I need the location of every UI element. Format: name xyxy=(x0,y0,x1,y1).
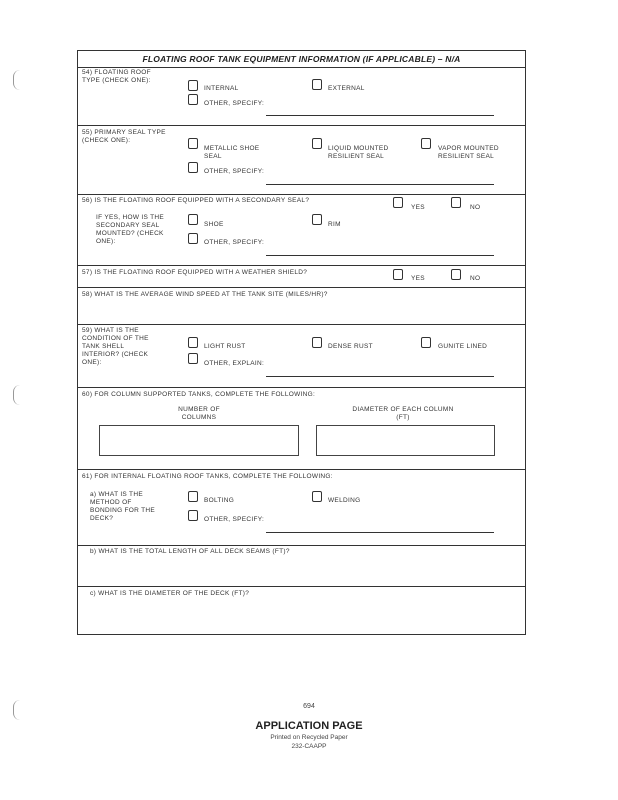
row-divider xyxy=(78,469,525,470)
row-divider xyxy=(78,287,525,288)
row-divider xyxy=(78,324,525,325)
q61b-label: b) WHAT IS THE TOTAL LENGTH OF ALL DECK SEAMS (FT)? xyxy=(90,548,290,555)
q61a-other-checkbox[interactable] xyxy=(188,510,198,521)
q59-label: 59) WHAT IS THE CONDITION OF THE TANK SHELL INTERIOR? (CHECK ONE): xyxy=(82,327,149,366)
form-id: 232-CAAPP xyxy=(291,743,327,750)
q55-liquid-label: LIQUID MOUNTED RESILIENT SEAL xyxy=(328,145,389,160)
q57-label: 57) IS THE FLOATING ROOF EQUIPPED WITH A WEATHER SHIELD? xyxy=(82,269,308,276)
q56-shoe-label: SHOE xyxy=(204,221,224,228)
q56-rim-checkbox[interactable] xyxy=(312,214,322,225)
row-divider xyxy=(78,125,525,126)
q55-other-label: OTHER, SPECIFY: xyxy=(204,168,265,175)
q61a-label: a) WHAT IS THE METHOD OF BONDING FOR THE DECK? xyxy=(90,491,156,522)
q61-label: 61) FOR INTERNAL FLOATING ROOF TANKS, COMPLETE THE FOLLOWING: xyxy=(82,473,333,480)
q55-vapor-checkbox[interactable] xyxy=(421,138,431,149)
q59-other-line[interactable] xyxy=(266,376,494,377)
q59-light-rust-label: LIGHT RUST xyxy=(204,343,246,350)
q56-other-label: OTHER, SPECIFY: xyxy=(204,239,265,246)
q54-other-line[interactable] xyxy=(266,115,494,116)
q61a-other-line[interactable] xyxy=(266,532,494,533)
q54-internal-label: INTERNAL xyxy=(204,85,239,92)
row-divider xyxy=(78,265,525,266)
recycled-note: Printed on Recycled Paper xyxy=(270,734,348,741)
q59-light-rust-checkbox[interactable] xyxy=(188,337,198,348)
q57-no-label: NO xyxy=(470,275,481,282)
q55-liquid-checkbox[interactable] xyxy=(312,138,322,149)
q56-rim-label: RIM xyxy=(328,221,341,228)
q59-other-label: OTHER, EXPLAIN: xyxy=(204,360,265,367)
row-divider xyxy=(78,67,525,68)
q59-dense-rust-checkbox[interactable] xyxy=(312,337,322,348)
binder-hole-mark xyxy=(13,70,20,90)
q61a-bolting-label: BOLTING xyxy=(204,497,235,504)
q55-metallic-label: METALLIC SHOE SEAL xyxy=(204,145,260,160)
q56-label: 56) IS THE FLOATING ROOF EQUIPPED WITH A SECONDARY SEAL? xyxy=(82,197,310,204)
q60-columns-header: NUMBER OF COLUMNS xyxy=(178,406,220,421)
q55-other-checkbox[interactable] xyxy=(188,162,198,173)
q54-external-label: EXTERNAL xyxy=(328,85,365,92)
q58-label: 58) WHAT IS THE AVERAGE WIND SPEED AT THE TANK SITE (MILES/HR)? xyxy=(82,291,328,298)
q56-no-checkbox[interactable] xyxy=(451,197,461,208)
q61c-label: c) WHAT IS THE DIAMETER OF THE DECK (FT)? xyxy=(90,590,250,597)
q56-yes-label: YES xyxy=(411,204,425,211)
form-title: FLOATING ROOF TANK EQUIPMENT INFORMATION (IF APPLICABLE) – N/A xyxy=(142,54,461,64)
q55-metallic-checkbox[interactable] xyxy=(188,138,198,149)
q60-diameter-header: DIAMETER OF EACH COLUMN (FT) xyxy=(352,406,454,421)
row-divider xyxy=(78,387,525,388)
row-divider xyxy=(78,194,525,195)
q56-other-checkbox[interactable] xyxy=(188,233,198,244)
q55-other-line[interactable] xyxy=(266,184,494,185)
q54-other-checkbox[interactable] xyxy=(188,94,198,105)
q59-gunite-label: GUNITE LINED xyxy=(438,343,488,350)
q60-diameter-input[interactable] xyxy=(316,425,495,456)
q54-external-checkbox[interactable] xyxy=(312,79,322,90)
q56-yes-checkbox[interactable] xyxy=(393,197,403,208)
q54-internal-checkbox[interactable] xyxy=(188,80,198,91)
q61a-other-label: OTHER, SPECIFY: xyxy=(204,516,265,523)
q61a-bolting-checkbox[interactable] xyxy=(188,491,198,502)
q56-shoe-checkbox[interactable] xyxy=(188,214,198,225)
page-title: APPLICATION PAGE xyxy=(255,720,363,732)
q57-no-checkbox[interactable] xyxy=(451,269,461,280)
q61a-welding-checkbox[interactable] xyxy=(312,491,322,502)
q55-label: 55) PRIMARY SEAL TYPE (CHECK ONE): xyxy=(82,129,166,144)
q56-no-label: NO xyxy=(470,204,481,211)
q60-label: 60) FOR COLUMN SUPPORTED TANKS, COMPLETE THE FOLLOWING: xyxy=(82,391,316,398)
q59-gunite-checkbox[interactable] xyxy=(421,337,431,348)
row-divider xyxy=(78,545,525,546)
q60-columns-input[interactable] xyxy=(99,425,299,456)
binder-hole-mark xyxy=(13,385,20,405)
q57-yes-checkbox[interactable] xyxy=(393,269,403,280)
q56-mount-label: IF YES, HOW IS THE SECONDARY SEAL MOUNTED? (CHECK ONE): xyxy=(96,214,165,245)
q61a-welding-label: WELDING xyxy=(328,497,361,504)
q56-other-line[interactable] xyxy=(266,255,494,256)
equipment-form xyxy=(77,50,526,635)
q59-dense-rust-label: DENSE RUST xyxy=(328,343,373,350)
page-number: 694 xyxy=(303,703,315,710)
q54-other-label: OTHER, SPECIFY: xyxy=(204,100,265,107)
q54-label: 54) FLOATING ROOF TYPE (CHECK ONE): xyxy=(82,69,151,84)
q59-other-checkbox[interactable] xyxy=(188,353,198,364)
row-divider xyxy=(78,586,525,587)
q55-vapor-label: VAPOR MOUNTED RESILIENT SEAL xyxy=(438,145,499,160)
q57-yes-label: YES xyxy=(411,275,425,282)
